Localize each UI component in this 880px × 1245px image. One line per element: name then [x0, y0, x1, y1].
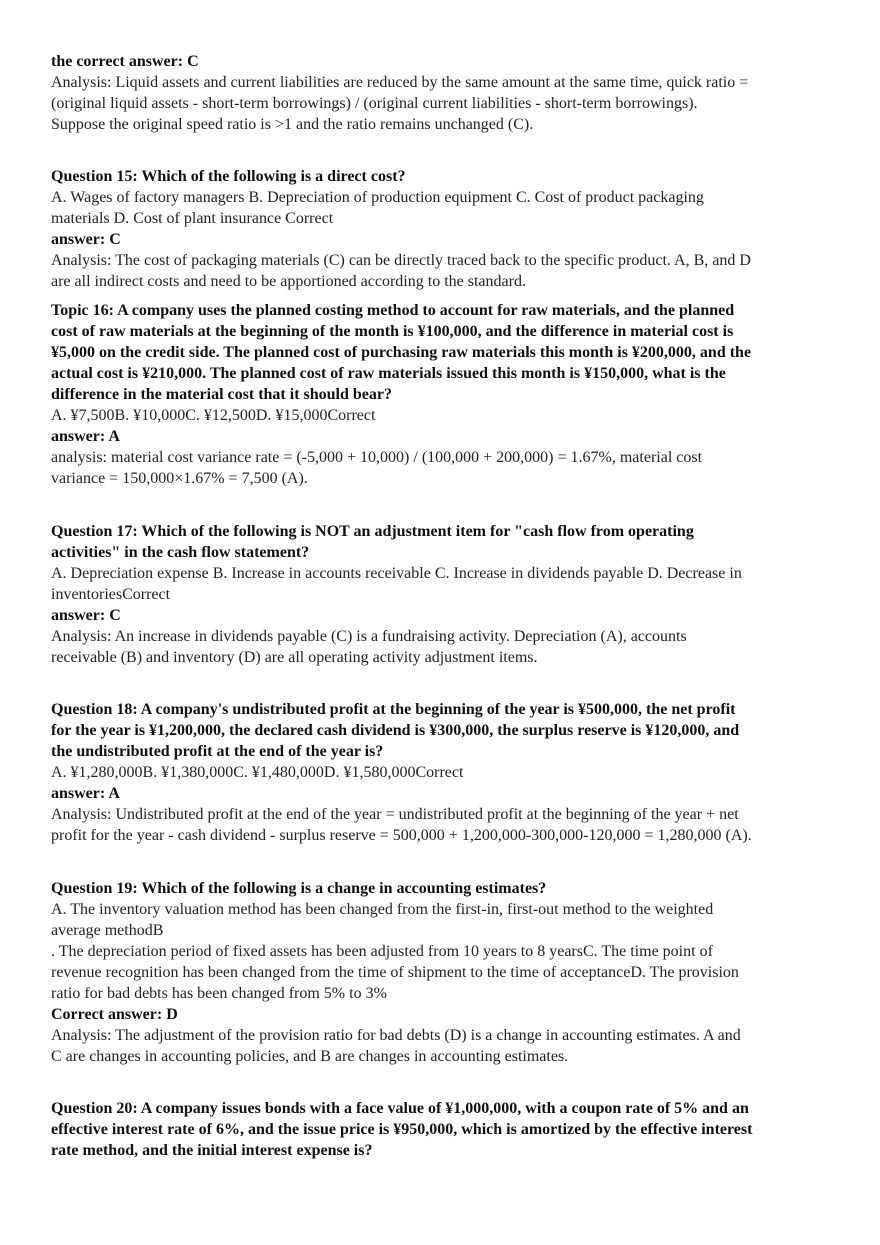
text-line: A. The inventory valuation method has been changed from the first-in, first-out method to the weighted [51, 901, 714, 918]
text-line: A. Depreciation expense B. Increase in accounts receivable C. Increase in dividends payable D. Decrease in [51, 565, 742, 582]
heading-line: answer: C [51, 231, 121, 248]
heading-line: Topic 16: A company uses the planned costing method to account for raw materials, and the planned [51, 302, 735, 319]
text-line: Analysis: Undistributed profit at the end of the year = undistributed profit at the beginning of the year + net [51, 806, 739, 823]
question-15-block [51, 166, 851, 292]
question-18-block [51, 699, 851, 846]
text-line: analysis: material cost variance rate = (-5,000 + 10,000) / (100,000 + 200,000) = 1.67%, material cost [51, 449, 703, 466]
heading-line: Correct answer: D [51, 1006, 178, 1023]
heading-line: Question 18: A company's undistributed profit at the beginning of the year is ¥500,000, the net profit [51, 701, 736, 718]
heading-line: answer: A [51, 785, 120, 802]
heading-line: Question 19: Which of the following is a change in accounting estimates? [51, 880, 547, 897]
heading-line: Question 15: Which of the following is a direct cost? [51, 168, 406, 185]
heading-line: the correct answer: C [51, 53, 199, 70]
heading-line: ¥5,000 on the credit side. The planned cost of purchasing raw materials this month is ¥200,000, and the [51, 344, 752, 361]
text-line: Analysis: The cost of packaging materials (C) can be directly traced back to the specific product. A, B, and D [51, 252, 751, 269]
text-line: profit for the year - cash dividend - surplus reserve = 500,000 + 1,200,000-300,000-120,000 = 1,280,000 (A). [51, 827, 752, 844]
heading-line: for the year is ¥1,200,000, the declared cash dividend is ¥300,000, the surplus reserve is ¥120,000, and [51, 722, 740, 739]
heading-line: answer: C [51, 607, 121, 624]
text-line: average methodB [51, 922, 164, 939]
heading-line: rate method, and the initial interest expense is? [51, 1142, 373, 1159]
text-line: materials D. Cost of plant insurance Correct [51, 210, 334, 227]
text-line: A. ¥7,500B. ¥10,000C. ¥12,500D. ¥15,000Correct [51, 407, 376, 424]
question-20-block [51, 1098, 851, 1161]
heading-line: actual cost is ¥210,000. The planned cost of raw materials issued this month is ¥150,000, what is the [51, 365, 726, 382]
heading-line: activities" in the cash flow statement? [51, 544, 310, 561]
text-line: revenue recognition has been changed from the time of shipment to the time of acceptanceD. The provision [51, 964, 739, 981]
text-line: Analysis: The adjustment of the provision ratio for bad debts (D) is a change in accounting estimates. A and [51, 1027, 741, 1044]
text-line: Analysis: An increase in dividends payable (C) is a fundraising activity. Depreciation (A), accounts [51, 628, 687, 645]
question-17-block [51, 521, 851, 668]
text-line: variance = 150,000×1.67% = 7,500 (A). [51, 470, 308, 487]
text-line: C are changes in accounting policies, and B are changes in accounting estimates. [51, 1048, 569, 1065]
text-line: inventoriesCorrect [51, 586, 171, 603]
question-16-block [51, 300, 851, 489]
question-19-block [51, 878, 851, 1067]
text-line: ratio for bad debts has been changed from 5% to 3% [51, 985, 387, 1002]
text-line: receivable (B) and inventory (D) are all operating activity adjustment items. [51, 649, 538, 666]
heading-line: Question 17: Which of the following is NOT an adjustment item for "cash flow from operating [51, 523, 694, 540]
text-line: . The depreciation period of fixed assets has been adjusted from 10 years to 8 yearsC. The time point of [51, 943, 713, 960]
heading-line: cost of raw materials at the beginning of the month is ¥100,000, and the difference in material cost is [51, 323, 734, 340]
text-line: A. ¥1,280,000B. ¥1,380,000C. ¥1,480,000D. ¥1,580,000Correct [51, 764, 464, 781]
heading-line: answer: A [51, 428, 120, 445]
text-line: Analysis: Liquid assets and current liabilities are reduced by the same amount at the same time, quick ratio = [51, 74, 749, 91]
heading-line: difference in the material cost that it should bear? [51, 386, 392, 403]
heading-line: effective interest rate of 6%, and the issue price is ¥950,000, which is amortized by the effective interest [51, 1121, 753, 1138]
text-line: A. Wages of factory managers B. Depreciation of production equipment C. Cost of product packaging [51, 189, 704, 206]
heading-line: Question 20: A company issues bonds with a face value of ¥1,000,000, with a coupon rate of 5% and an [51, 1100, 749, 1117]
text-line: Suppose the original speed ratio is >1 and the ratio remains unchanged (C). [51, 116, 534, 133]
heading-line: the undistributed profit at the end of the year is? [51, 743, 384, 760]
text-line: (original liquid assets - short-term borrowings) / (original current liabilities - short-term borrowings). [51, 95, 698, 112]
text-line: are all indirect costs and need to be apportioned according to the standard. [51, 273, 526, 290]
question-14-answer-block [51, 51, 851, 135]
